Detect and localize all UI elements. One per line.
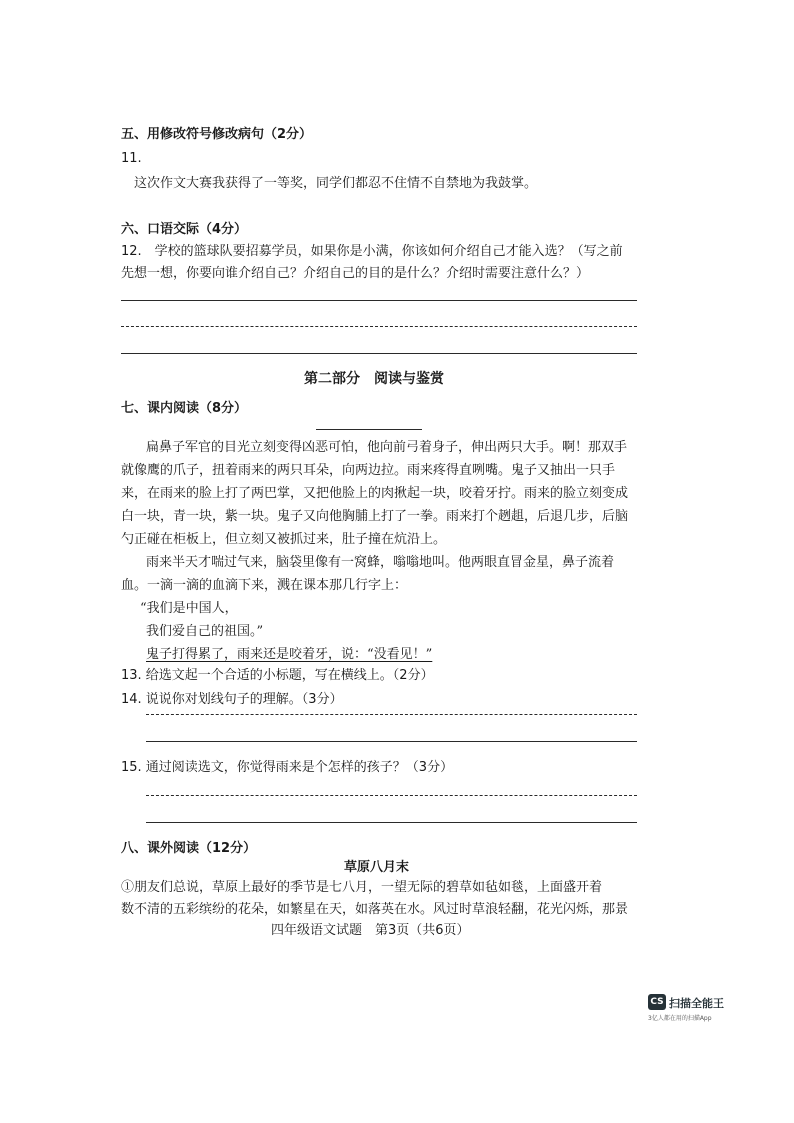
question-15: 15. 通过阅读选文，你觉得雨来是个怎样的孩子？（3分） xyxy=(121,760,454,775)
passage-line-6: 雨来半天才喘过气来，脑袋里像有一窝蜂，嗡嗡地叫。他两眼直冒金星，鼻子流着 xyxy=(146,555,615,570)
section-6-heading: 六、口语交际（4分） xyxy=(121,222,248,237)
passage-underlined-sentence: 鬼子打得累了，雨来还是咬着牙，说：“没看见！” xyxy=(146,647,433,662)
passage-line-1: 扁鼻子军官的目光立刻变得凶恶可怕，他向前弓着身子，伸出两只大手。啊！那双手 xyxy=(146,440,628,455)
camscanner-logo-icon: CS xyxy=(648,994,666,1010)
passage-line-2: 就像鹰的爪子，扭着雨来的两只耳朵，向两边拉。雨来疼得直咧嘴。鬼子又抽出一只手 xyxy=(121,463,616,478)
passage-line-3: 来，在雨来的脸上打了两巴掌，又把他脸上的肉揪起一块，咬着牙拧。雨来的脸立刻变成 xyxy=(121,486,629,501)
question-12-line-2: 先想一想，你要向谁介绍自己？介绍自己的目的是什么？介绍时需要注意什么？） xyxy=(121,266,590,281)
watermark-tagline: 3亿人都在用的扫描App xyxy=(648,1015,712,1022)
question-12-line-1: 12. 学校的篮球队要招募学员，如果你是小满，你该如何介绍自己才能入选？（写之前 xyxy=(121,244,623,259)
section-8-heading: 八、课外阅读（12分） xyxy=(121,841,257,856)
answer-line-15-1[interactable] xyxy=(146,795,637,796)
passage-quote-line-2: 我们爱自己的祖国。” xyxy=(146,624,264,639)
answer-line-14-1[interactable] xyxy=(146,714,637,715)
answer-line-12-3[interactable] xyxy=(121,353,637,354)
question-14: 14. 说说你对划线句子的理解。（3分） xyxy=(121,692,343,707)
question-13: 13. 给选文起一个合适的小标题，写在横线上。（2分） xyxy=(121,668,434,683)
passage-line-4: 白一块，青一块，紫一块。鬼子又向他胸脯上打了一拳。雨来打个趔趄，后退几步，后脑 xyxy=(121,509,629,524)
subtitle-blank-line[interactable] xyxy=(316,429,422,430)
passage-line-5: 勺正碰在柜板上，但立刻又被抓过来，肚子撞在炕沿上。 xyxy=(121,532,447,547)
answer-line-15-2[interactable] xyxy=(146,822,637,823)
watermark-app-name: 扫描全能王 xyxy=(669,997,724,1010)
passage-line-7: 血。一滴一滴的血滴下来，溅在课本那几行字上： xyxy=(121,578,408,593)
answer-line-12-2[interactable] xyxy=(121,326,637,327)
answer-line-14-2[interactable] xyxy=(146,741,637,742)
article-title: 草原八月末 xyxy=(344,860,410,875)
question-11-number: 11. xyxy=(121,151,142,166)
article-paragraph-1-line-2: 数不清的五彩缤纷的花朵，如繁星在天，如落英在水。风过时草浪轻翻，花光闪烁，那景 xyxy=(121,902,629,917)
part-2-title: 第二部分 阅读与鉴赏 xyxy=(304,371,444,387)
answer-line-12-1[interactable] xyxy=(121,300,637,301)
section-7-heading: 七、课内阅读（8分） xyxy=(121,401,248,416)
article-paragraph-1-line-1: ①朋友们总说，草原上最好的季节是七八月，一望无际的碧草如毡如毯，上面盛开着 xyxy=(121,880,603,895)
page-footer: 四年级语文试题 第3页（共6页） xyxy=(271,923,470,938)
section-5-heading: 五、用修改符号修改病句（2分） xyxy=(121,127,313,142)
question-11-sentence: 这次作文大赛我获得了一等奖，同学们都忍不住情不自禁地为我鼓掌。 xyxy=(134,176,538,191)
passage-quote-line-1: “我们是中国人， xyxy=(140,601,238,616)
